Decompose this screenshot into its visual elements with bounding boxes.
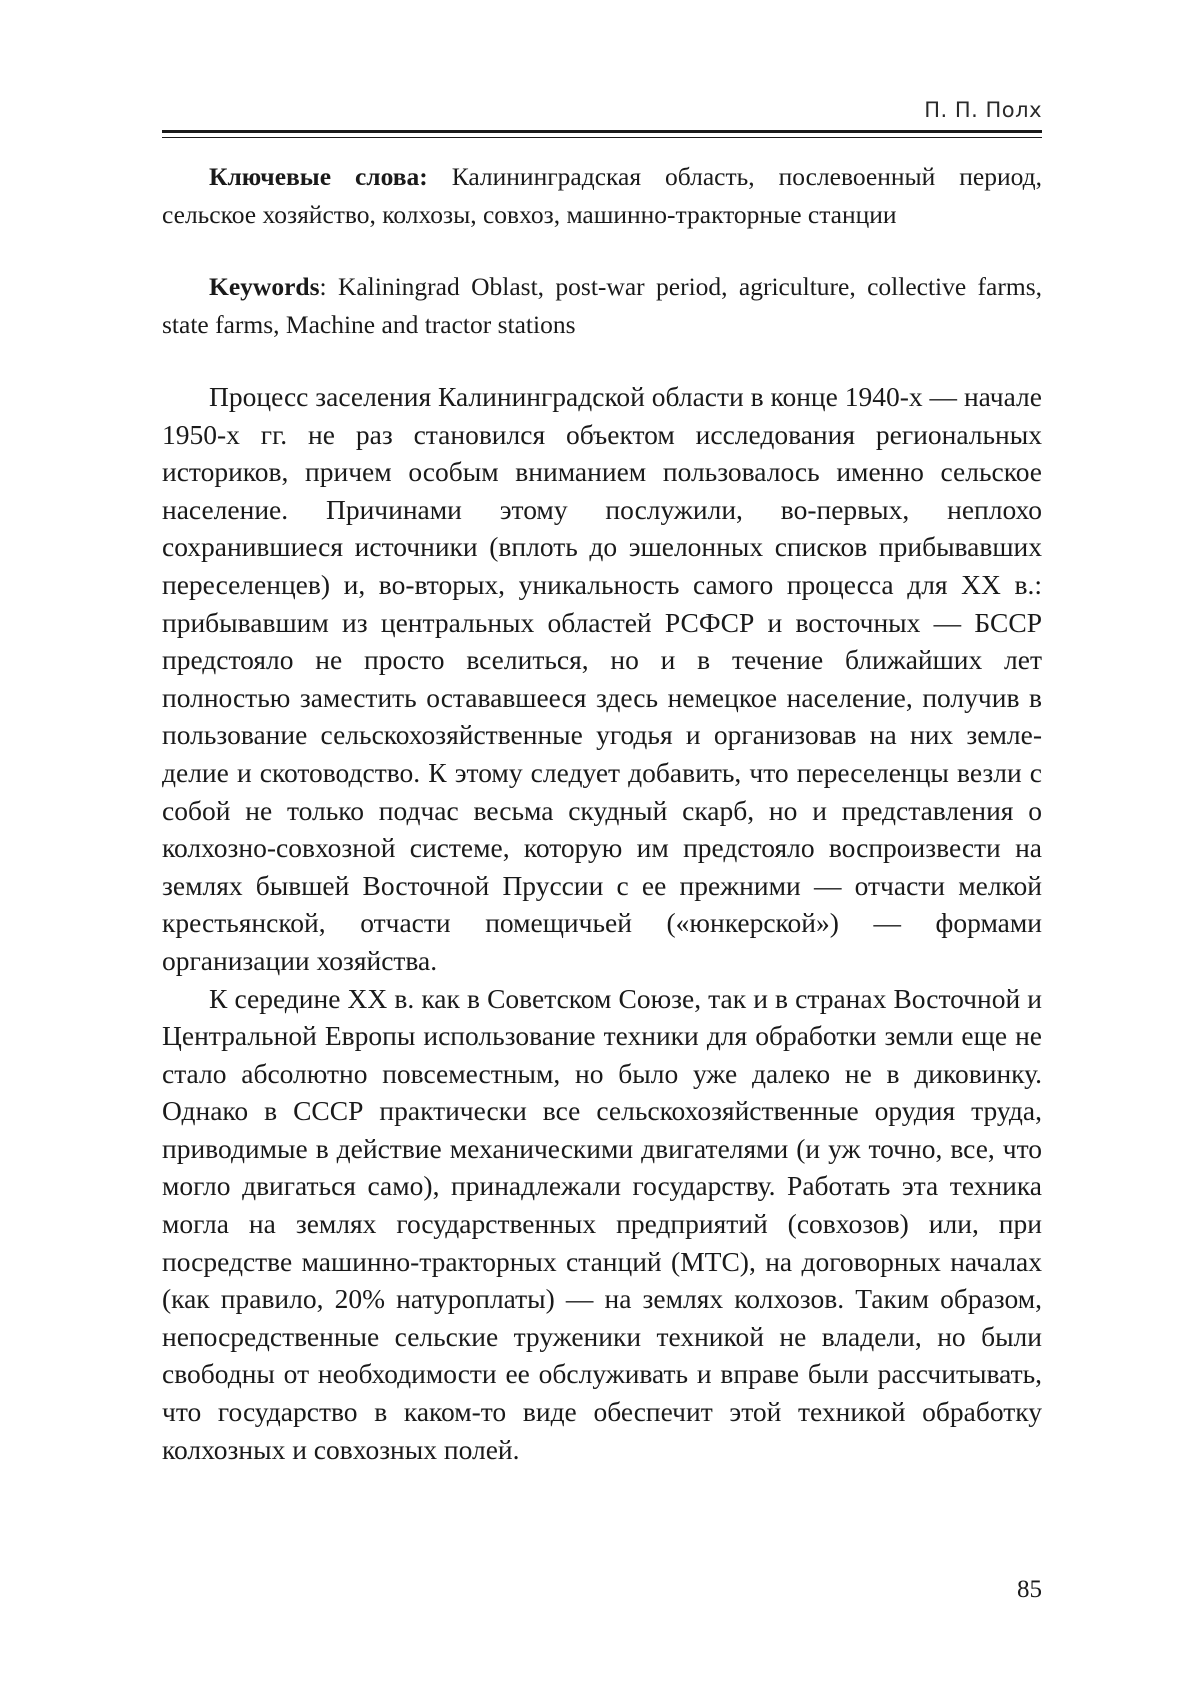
- header-rule-thin: [162, 137, 1042, 138]
- keywords-en-text: : Kaliningrad Oblast, post-war period, agriculture, collective farms, state farms, Machine and tractor stations: [162, 272, 1042, 339]
- keywords-en-label: Keywords: [209, 272, 320, 301]
- article-body: [162, 378, 1042, 1468]
- keywords-ru-text: Калининградская область, послевоенный период, сельское хозяйство, колхозы, совхоз, машинно-тракторные станции: [162, 162, 1043, 229]
- running-head-author: П. П. Полх: [924, 98, 1042, 122]
- body-paragraph-2: К середине XX в. как в Советском Союзе, так и в странах Восточной и Центральной Европы использование техники для обработки земли еще не стало абсолютно повсеместным, но было уже далеко не в диковинку. Однако в СССР практически все сельскохозяйственные орудия труда, приводимые в действие механическими двигателями (и уж точно, все, что могло двигаться само), принадлежали государству. Работать эта техника могла на землях государственных предприятий (совхозов) или, при посредстве машинно-тракторных станций (МТС), на договорных началах (как правило, 20% натуроплаты) — на землях колхозов. Таким образом, непосредственные сельские труженики техникой не владели, но были свободны от необходимости ее обслуживать и вправе были рассчитывать, что государство в каком-то виде обеспечит этой техникой обработку колхозных и совхозных полей.: [162, 982, 1042, 1465]
- keywords-en: [162, 268, 1042, 344]
- body-paragraph-1: Процесс заселения Калининградской области в конце 1940-х — начале 1950-х гг. не раз становился объектом исследования региональных историков, причем особым вниманием пользовалось именно сельское население. Причинами этому послужили, во-первых, неплохо сохранившиеся источники (вплоть до эшелонных списков прибывавших переселенцев) и, во-вторых, уникальность самого процесса для XX в.: прибывавшим из центральных областей РСФСР и восточных — БССР предстояло не просто вселиться, но и в течение ближайших лет полностью заместить остававшееся здесь немецкое население, получив в пользование сельскохозяйственные угодья и организовав на них земледелие и скотоводство. К этому следует добавить, что переселенцы везли с собой не только подчас весьма скудный скарб, но и представления о колхозно-совхозной системе, которую им предстояло воспроизвести на землях бывшей Восточной Пруссии с ее прежними — отчасти мелкой крестьянской, отчасти помещичьей («юнкерской») — формами организации хозяйства.: [162, 381, 1042, 976]
- book-page: [162, 0, 1042, 1697]
- keywords-ru: [162, 158, 1042, 234]
- keywords-ru-label: Ключевые слова:: [209, 162, 428, 191]
- page-number: 85: [1017, 1576, 1042, 1603]
- header-rule-thick: [162, 130, 1042, 133]
